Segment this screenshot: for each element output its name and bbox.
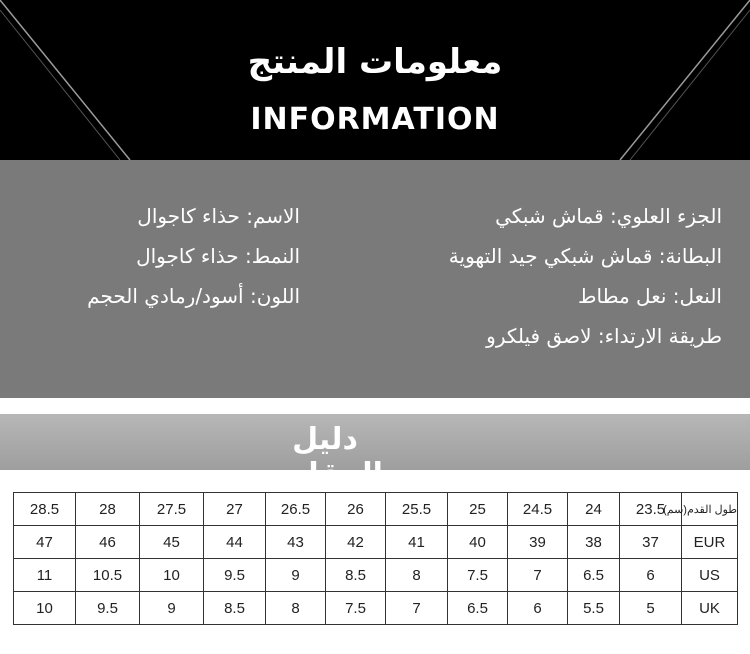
table-cell: 7 (386, 592, 448, 625)
table-cell: 37 (620, 526, 682, 559)
table-cell: 25.5 (386, 493, 448, 526)
table-cell: 24.5 (508, 493, 568, 526)
table-cell: 10 (140, 559, 204, 592)
table-cell: 43 (266, 526, 326, 559)
table-cell: 6 (620, 559, 682, 592)
table-row-uk (14, 592, 738, 625)
info-closure: طريقة الارتداء: لاصق فيلكرو (486, 324, 722, 348)
table-cell: 8 (386, 559, 448, 592)
row-label-eur: EUR (682, 526, 738, 559)
table-row-eur (14, 526, 738, 559)
table-cell: 8.5 (204, 592, 266, 625)
table-cell: 47 (14, 526, 76, 559)
size-guide-title: دليل المقاس (267, 422, 383, 492)
table-cell: 7 (508, 559, 568, 592)
table-cell: 28 (76, 493, 140, 526)
table-cell: 11 (14, 559, 76, 592)
table-cell: 6.5 (568, 559, 620, 592)
table-cell: 26.5 (266, 493, 326, 526)
table-cell: 8 (266, 592, 326, 625)
row-label-us: US (682, 559, 738, 592)
row-label-uk: UK (682, 592, 738, 625)
table-cell: 9.5 (76, 592, 140, 625)
table-cell: 6 (508, 592, 568, 625)
table-cell: 10 (14, 592, 76, 625)
table-cell: 9.5 (204, 559, 266, 592)
table-cell: 9 (140, 592, 204, 625)
table-cell: 24 (568, 493, 620, 526)
table-cell: 8.5 (326, 559, 386, 592)
info-column-right (342, 196, 722, 356)
table-cell: 26 (326, 493, 386, 526)
table-row-foot-length (14, 493, 738, 526)
table-row-us (14, 559, 738, 592)
table-cell: 28.5 (14, 493, 76, 526)
table-cell: 5.5 (568, 592, 620, 625)
table-cell: 40 (448, 526, 508, 559)
info-header-banner (0, 0, 750, 160)
info-name: الاسم: حذاء كاجوال (137, 204, 300, 228)
size-chart-table (13, 492, 738, 625)
table-cell: 46 (76, 526, 140, 559)
table-header-foot-length: طول القدم(سم) (682, 493, 738, 526)
info-lining: البطانة: قماش شبكي جيد التهوية (448, 244, 722, 268)
info-column-left (20, 196, 300, 316)
table-cell: 7.5 (448, 559, 508, 592)
size-guide-banner (0, 414, 750, 492)
table-cell: 10.5 (76, 559, 140, 592)
header-title-arabic: معلومات المنتج (247, 42, 503, 82)
table-cell: 25 (448, 493, 508, 526)
info-sole: النعل: نعل مطاط (577, 284, 722, 308)
info-upper: الجزء العلوي: قماش شبكي (495, 204, 722, 228)
info-color: اللون: أسود/رمادي الحجم (87, 284, 300, 308)
product-info-panel (0, 160, 750, 398)
table-cell: 39 (508, 526, 568, 559)
table-cell: 38 (568, 526, 620, 559)
table-cell: 41 (386, 526, 448, 559)
info-style: النمط: حذاء كاجوال (136, 244, 300, 268)
table-cell: 27.5 (140, 493, 204, 526)
table-cell: 5 (620, 592, 682, 625)
header-title-english: INFORMATION (250, 102, 500, 137)
table-cell: 45 (140, 526, 204, 559)
table-cell: 27 (204, 493, 266, 526)
table-cell: 9 (266, 559, 326, 592)
table-cell: 42 (326, 526, 386, 559)
table-cell: 6.5 (448, 592, 508, 625)
table-cell: 7.5 (326, 592, 386, 625)
table-cell: 23.5 (620, 493, 682, 526)
table-cell: 44 (204, 526, 266, 559)
